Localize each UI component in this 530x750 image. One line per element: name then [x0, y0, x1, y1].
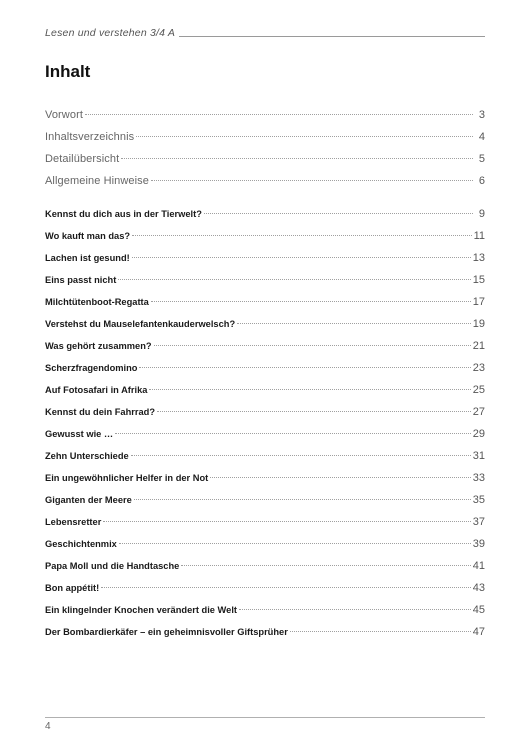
- toc-chapters: [45, 208, 485, 648]
- dot-leader: [210, 477, 471, 478]
- dot-leader: [132, 257, 471, 258]
- toc-entry-title: Ein ungewöhnlicher Helfer in der Not: [45, 473, 209, 483]
- toc-entry: [45, 362, 485, 384]
- dot-leader: [134, 499, 471, 500]
- toc-entry-title: Lebensretter: [45, 517, 102, 527]
- dot-leader: [119, 543, 471, 544]
- toc-entry-page: 23: [472, 362, 485, 374]
- toc-entry: [45, 450, 485, 472]
- toc-entry-title: Lachen ist gesund!: [45, 253, 130, 263]
- toc-entry-title: Gewusst wie …: [45, 429, 114, 439]
- toc-entry: [45, 318, 485, 340]
- toc-entry-page: 15: [472, 274, 485, 286]
- dot-leader: [136, 136, 473, 137]
- toc-entry-title: Geschichtenmix: [45, 539, 117, 549]
- dot-leader: [181, 565, 470, 566]
- toc-entry-title: Scherzfragendomino: [45, 363, 138, 373]
- toc-entry: [45, 560, 485, 582]
- toc-entry-title: Inhaltsverzeichnis: [45, 131, 135, 143]
- toc-entry-page: 25: [472, 384, 485, 396]
- toc-entry-title: Giganten der Meere: [45, 495, 132, 505]
- dot-leader: [149, 389, 470, 390]
- toc-entry-page: 27: [472, 406, 485, 418]
- dot-leader: [131, 455, 471, 456]
- toc-entry-page: 29: [472, 428, 485, 440]
- toc-entry-title: Was gehört zusammen?: [45, 341, 152, 351]
- toc-entry: [45, 230, 485, 252]
- dot-leader: [121, 158, 473, 159]
- toc-entry-page: 4: [478, 131, 485, 143]
- toc-front-matter: [45, 109, 485, 197]
- toc-entry-page: 31: [472, 450, 485, 462]
- toc-entry-page: 17: [472, 296, 485, 308]
- toc-entry-page: 3: [478, 109, 485, 121]
- toc-entry-title: Milchtütenboot-Regatta: [45, 297, 149, 307]
- toc-entry-title: Papa Moll und die Handtasche: [45, 561, 180, 571]
- toc-entry: [45, 296, 485, 318]
- dot-leader: [237, 323, 471, 324]
- dot-leader: [139, 367, 470, 368]
- toc-entry-title: Kennst du dich aus in der Tierwelt?: [45, 209, 202, 219]
- toc-entry-title: Der Bombardierkäfer – ein geheimnisvoller Giftsprüher: [45, 627, 288, 637]
- toc-entry: [45, 406, 485, 428]
- page-title: Inhalt: [45, 62, 91, 81]
- toc-entry: [45, 252, 485, 274]
- toc-entry-page: 19: [472, 318, 485, 330]
- toc-entry-page: 9: [478, 208, 485, 220]
- toc-entry: [45, 131, 485, 153]
- toc-entry: [45, 109, 485, 131]
- dot-leader: [290, 631, 471, 632]
- dot-leader: [154, 345, 471, 346]
- toc-entry: [45, 472, 485, 494]
- toc-entry-page: 35: [472, 494, 485, 506]
- toc-entry: [45, 494, 485, 516]
- toc-entry-title: Zehn Unterschiede: [45, 451, 129, 461]
- toc-entry-title: Detailübersicht: [45, 153, 120, 165]
- toc-entry: [45, 582, 485, 604]
- footer-page-number: 4: [45, 721, 51, 732]
- toc-entry-page: 37: [472, 516, 485, 528]
- toc-entry-page: 39: [472, 538, 485, 550]
- running-title: Lesen und verstehen 3/4 A: [45, 27, 176, 39]
- toc-entry-title: Auf Fotosafari in Afrika: [45, 385, 148, 395]
- toc-entry-page: 13: [472, 252, 485, 264]
- toc-entry-page: 5: [478, 153, 485, 165]
- dot-leader: [151, 301, 471, 302]
- toc-entry-page: 6: [478, 175, 485, 187]
- toc-entry-page: 43: [472, 582, 485, 594]
- toc-entry-title: Vorwort: [45, 109, 83, 121]
- toc-entry: [45, 428, 485, 450]
- toc-entry-page: 47: [472, 626, 485, 638]
- dot-leader: [85, 114, 473, 115]
- footer-rule: [45, 717, 485, 718]
- toc-entry-title: Ein klingelnder Knochen verändert die Welt: [45, 605, 238, 615]
- dot-leader: [157, 411, 471, 412]
- toc-entry: [45, 208, 485, 230]
- toc-entry-page: 11: [473, 230, 485, 242]
- toc-entry: [45, 626, 485, 648]
- header-rule: [179, 36, 485, 37]
- toc-entry: [45, 384, 485, 406]
- toc-entry-title: Wo kauft man das?: [45, 231, 131, 241]
- toc-entry-page: 41: [472, 560, 485, 572]
- dot-leader: [132, 235, 472, 236]
- toc-entry: [45, 604, 485, 626]
- dot-leader: [151, 180, 473, 181]
- toc-entry-title: Eins passt nicht: [45, 275, 117, 285]
- dot-leader: [239, 609, 471, 610]
- toc-entry: [45, 340, 485, 362]
- running-header: [45, 26, 485, 40]
- toc-entry: [45, 175, 485, 197]
- toc-entry-title: Kennst du dein Fahrrad?: [45, 407, 156, 417]
- toc-entry-title: Bon appétit!: [45, 583, 100, 593]
- toc-entry: [45, 516, 485, 538]
- toc-entry-title: Allgemeine Hinweise: [45, 175, 150, 187]
- toc-entry-page: 45: [472, 604, 485, 616]
- dot-leader: [103, 521, 470, 522]
- dot-leader: [118, 279, 470, 280]
- dot-leader: [101, 587, 471, 588]
- toc-entry-page: 33: [472, 472, 485, 484]
- toc-entry: [45, 153, 485, 175]
- toc-entry-page: 21: [472, 340, 485, 352]
- toc-entry-title: Verstehst du Mauselefantenkauderwelsch?: [45, 319, 236, 329]
- dot-leader: [204, 213, 473, 214]
- dot-leader: [115, 433, 471, 434]
- toc-entry: [45, 274, 485, 296]
- toc-entry: [45, 538, 485, 560]
